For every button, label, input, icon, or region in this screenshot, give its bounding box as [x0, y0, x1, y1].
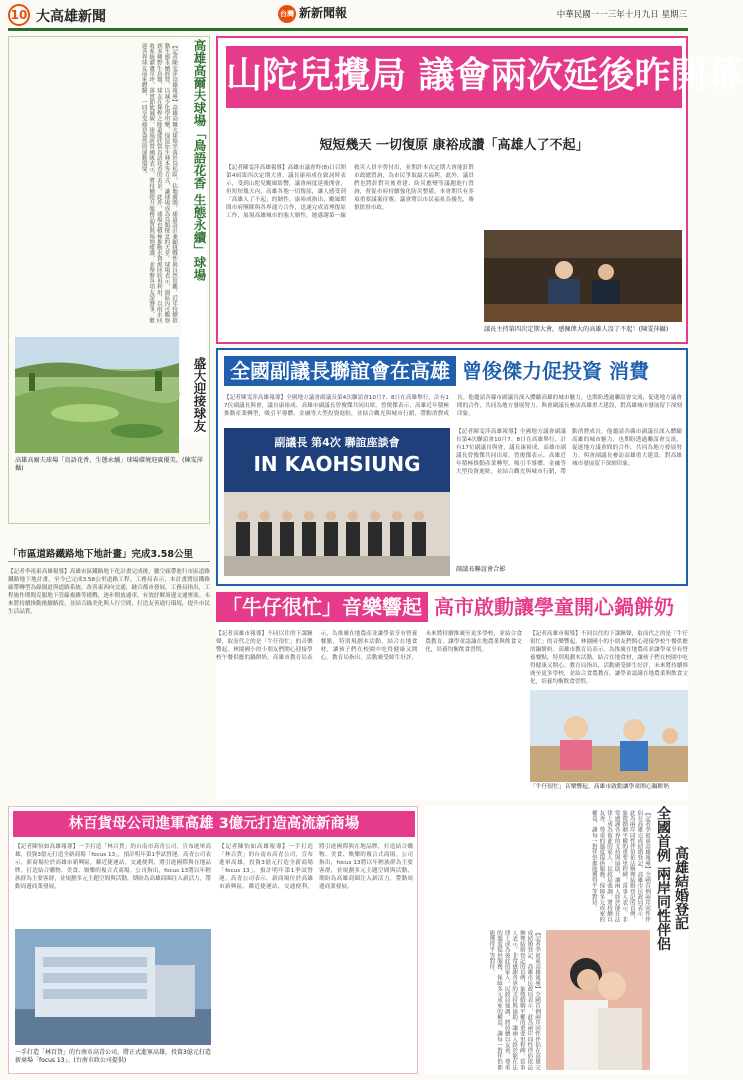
focus-caption: 一手打造「林百貨」的台南市高青公司，將正式進軍高雄，投資3億元打造新商場「focus 13」。(台南市政公司提供) [15, 1049, 211, 1064]
wedding-headline-text-1: 全國首例 兩岸同性伴侶 [655, 806, 671, 951]
vice-caption: 副議長聯誼會合影 [456, 566, 506, 573]
wedding-headline-text-2: 高雄結婚登記 [673, 846, 689, 930]
cowboy-photo [530, 690, 688, 782]
story-cowboy [216, 592, 688, 800]
council-caption: 議長主持第四次定期大會，感佩偉大的高雄人沒了不起！(陳雯萍攝) [484, 326, 669, 333]
golf-headline-text-2: 盛大迎接球友 [192, 357, 207, 432]
council-headline: 山陀兒攪局 議會兩次延後昨開幕 [226, 46, 682, 108]
story-wedding [424, 806, 688, 1074]
council-subheadline: 短短幾天 一切復原 康裕成讚「高雄人了不起」 [319, 138, 589, 153]
story-tunnel [8, 546, 210, 798]
cowboy-caption: 「牛仔很忙」音樂響起，高雄市啟動讓學童開心鍋餅奶 [530, 784, 670, 790]
wedding-photo [546, 930, 650, 1070]
vice-body: 【記者陳雯萍高雄報導】全國地方議會副議長第4次聯誼會10月7、8日在高雄舉行，計有17位副議長與會，議長康裕成、高雄市副議長曾俊傑共同出席。曾俊傑表示，高雄近年積極推動產業轉型，吸引半導體、金融等大型投資進駐，並結合觀光與城市行銷，帶動消費成長。他邀請各縣市副議長深入體驗高雄的城市魅力，也期盼透過聯誼會交流，促進地方議會間的合作，共同為地方發展努力。與會副議長參訪高雄重大建設，對高雄城市發展留下深刻印象。 [224, 395, 682, 417]
publication-date: 中華民國一一三年十月九日 星期三 [556, 10, 687, 20]
cowboy-headline-b: 高市啟動讓學童開心鍋餅奶 [434, 595, 674, 619]
cowboy-body-side: 【記者高雄市報導】不同以往的下課鐘聲，取而代之的是「牛仔很忙」的音樂響起，林園國小的小朋友們開心迎接學校午餐供應的鍋餅奶。高雄市教育局表示，為推廣在地農產並讓學童享有營養餐點，特別規劃本活動，結合在地食材，讓孩子們在校園中吃得健康又開心。教育局指出，活動廣受師生好評，未來將持續推廣至更多學校，並結合食農教育，讓學童認識在地農業與飲食文化，培養均衡飲食習慣。 [530, 631, 688, 685]
story-golf [8, 36, 210, 524]
story-vice [216, 348, 688, 586]
story-council [216, 36, 743, 344]
council-photo [484, 230, 682, 322]
golf-headline-text-1: 高雄高爾夫球場「鳥語花香 生態永續」球場 [192, 39, 207, 281]
vice-headline [224, 356, 682, 386]
masthead-title: 新新聞報 [299, 6, 348, 20]
tunnel-headline: 「市區道路鐵路地下地計畫」完成3.58公里 [8, 546, 210, 562]
header-rule [8, 28, 688, 31]
vice-photo [224, 428, 450, 576]
vice-headline-a: 全國副議長聯誼會在高雄 [224, 356, 456, 386]
masthead-logo-icon: 台灣 [278, 5, 296, 23]
council-body: 【記者陳雯萍高雄報導】高雄市議會昨(8)日召開第4屆第四次定期大會，議長康裕成在致詞時表示，受到山陀兒颱風影響，議會兩度延後開會，但短短幾天內，高雄各地一切復原，讓人感受到「高雄人了不起」的韌性。康裕成指出，颱風期間市府團隊與各界通力合作，迅速完成清理復原工作，展現高雄城市的強大韌性。她感謝第一線救災人員辛勞付出，並期許本次定期大會能針對市政總質詢，為市民爭取最大福利。此外，議員們也將針對災後重建、防災應變等議題進行質詢，督促市府持續強化防災整備。本會期共有多項重要議案待審，議會將以市民福祉為優先，審慎監督市政。 [226, 165, 474, 219]
vice-banner-line1: 副議長 第4次 聯誼座談會 [274, 436, 400, 449]
section-title: 大高雄新聞 [36, 9, 106, 25]
golf-headline [181, 39, 207, 437]
cowboy-headline [216, 592, 688, 622]
story-focus [8, 806, 418, 1074]
vice-banner-line2: IN KAOHSIUNG [253, 452, 421, 476]
wedding-headline [654, 806, 688, 1068]
golf-body: 【記者陳雯萍高雄報導】高雄高爾夫球場坐落於鳥松區，佔地廣闊，球道設計兼顧挑戰性與自然景觀，近年持續推動生態永續經營，以減少化學用藥、保留原生林木等方式，讓球場成為鳥類棲息的天堂。球場表示，園區內可觀察到多種野生鳥類，球友在揮桿之餘還能欣賞鳥語花香的美景。此外，球場也積極推動水資源回收再利用，以雨水回收系統灌溉草坪，落實節能減碳。球場經營團隊表示，將持續提升服務品質與場地維護，並舉辦各項友誼賽事，歡迎各界球友前來體驗，一同享受綠意盎然的運動環境。 [140, 43, 177, 323]
focus-headline: 林百貨母公司進軍高雄 3億元打造高流新商場 [13, 811, 415, 837]
focus-body: 【記者陳怡如高雄報導】一手打造「林百貨」的台南市高青公司，宣布進軍高雄，投資3億元打造全新商場「focus 13」，預計明年第1季試營運。高青公司表示，新商場位於高雄市新興區，鄰近捷運站，交通便利，將引進國際與在地品牌，打造結合購物、美食、娛樂的複合式商場。公司指出，focus 13將以年輕族群為主要客群，並規劃多元主題空間與活動，期盼為高雄商圈注入新活力，帶動周邊商業發展。 [15, 844, 211, 890]
cowboy-headline-a: 「牛仔很忙」音樂響起 [216, 592, 428, 622]
vice-body-right: 【記者陳雯萍高雄報導】全國地方議會副議長第4次聯誼會10月7、8日在高雄舉行，計有17位副議長與會，議長康裕成、高雄市副議長曾俊傑共同出席。曾俊傑表示，高雄近年積極推動產業轉型，吸引半導體、金融等大型投資進駐，並結合觀光與城市行銷，帶動消費成長。他邀請各縣市副議長深入體驗高雄的城市魅力，也期盼透過聯誼會交流，促進地方議會間的合作，共同為地方發展努力。與會副議長參訪高雄重大建設，對高雄城市發展留下深刻印象。 [456, 429, 682, 475]
wedding-body-lower: 【記者李祖東高雄報導】全國首例兩岸同性伴侶在高雄完成結婚登記，高雄市民政局表示，此為兩岸同性伴侶依法辦理結婚登記的首例，象徵婚姻平權的重要里程碑。當事人表示，非常感謝各界的支持與協助，讓兩人終於能在法律上成為彼此的家人。民政局強調，將持續以友善、尊重的態度提供服務，保障多元成家的權益，讓每一對伴侶都能獲得平等對待。 [488, 930, 540, 1070]
vice-banner [224, 428, 450, 492]
cowboy-body: 【記者高雄市報導】不同以往的下課鐘聲，取而代之的是「牛仔很忙」的音樂響起，林園國小的小朋友們開心迎接學校午餐供應的鍋餅奶。高雄市教育局表示，為推廣在地農產並讓學童享有營養餐點，特別規劃本活動，結合在地食材，讓孩子們在校園中吃得健康又開心。教育局指出，活動廣受師生好評，未來將持續推廣至更多學校，並結合食農教育，讓學童認識在地農業與飲食文化，培養均衡飲食習慣。 [216, 631, 522, 661]
focus-photo [15, 929, 211, 1045]
tunnel-body: 【記者李祖東高雄報導】高雄市區鐵路地下化計畫完成後，騰空廊帶進行市區道路鐵路地下地計畫，至今已完成3.58公里道路工程。工務局表示，本計畫將原鐵路廊帶轉型為綠園道與道路系統，改善東西向交通，縫合都市發展。工務局指出，工程施作期間克服地下管線複雜等挑戰，逐步開放通車，有效紓解周邊交通壅塞。未來將持續推動後續路段，並結合綠美化與人行空間，打造友善通行環境，提升市民生活品質。 [8, 569, 210, 615]
masthead [278, 4, 410, 24]
golf-caption: 高雄高爾夫球場「鳥語花香、生態永續」球場環境迎賓優美。(陳雯萍攝) [15, 457, 204, 472]
focus-body-right: 【記者陳怡如高雄報導】一手打造「林百貨」的台南市高青公司，宣布進軍高雄，投資3億元打造全新商場「focus 13」，預計明年第1季試營運。高青公司表示，新商場位於高雄市新興區，鄰近捷運站，交通便利，將引進國際與在地品牌，打造結合購物、美食、娛樂的複合式商場。公司指出，focus 13將以年輕族群為主要客群，並規劃多元主題空間與活動，期盼為高雄商圈注入新活力，帶動周邊商業發展。 [219, 844, 413, 890]
vice-headline-b: 曾俊傑力促投資 消費 [462, 359, 649, 383]
page-number: 10 [8, 4, 30, 26]
wedding-body: 【記者李祖東高雄報導】全國首例兩岸同性伴侶在高雄完成結婚登記，高雄市民政局表示，此為兩岸同性伴侶依法辦理結婚登記的首例，象徵婚姻平權的重要里程碑。當事人表示，非常感謝各界的支持與協助，讓兩人終於能在法律上成為彼此的家人。民政局強調，將持續以友善、尊重的態度提供服務，保障多元成家的權益，讓每一對伴侶都能獲得平等對待。 [590, 810, 650, 922]
golf-photo [15, 337, 179, 453]
